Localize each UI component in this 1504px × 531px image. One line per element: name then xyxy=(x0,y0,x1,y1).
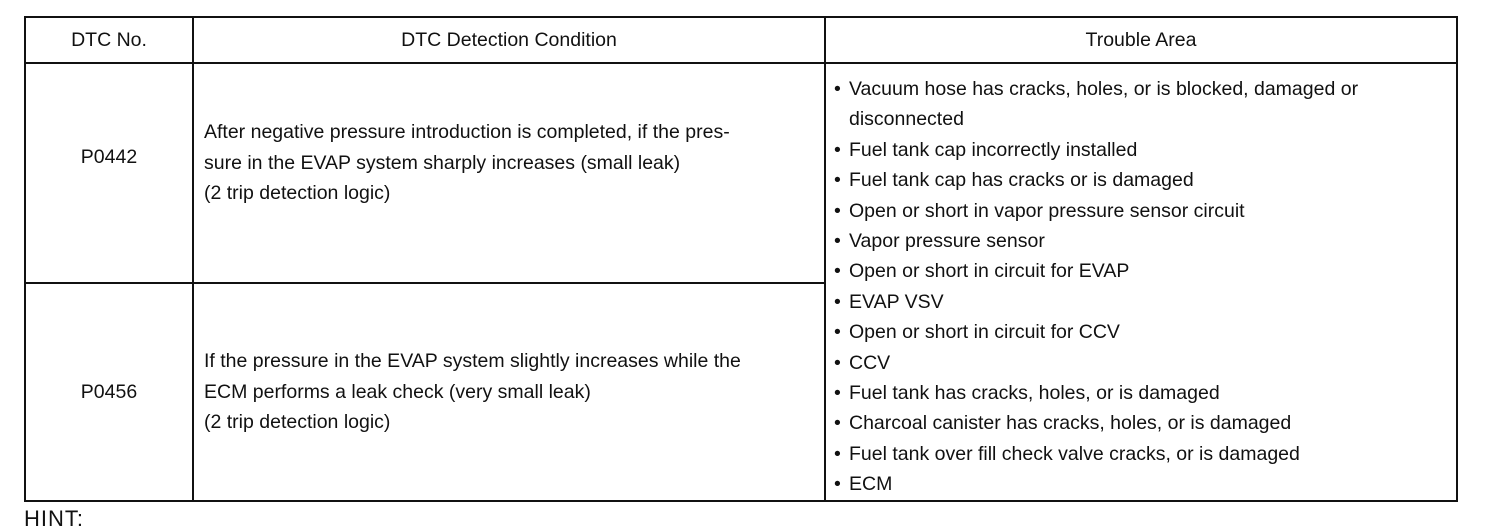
trouble-area-list xyxy=(834,74,1456,500)
list-item-text: EVAP VSV xyxy=(849,290,944,313)
list-item-text: Vapor pressure sensor xyxy=(849,230,1045,253)
list-item-text: Fuel tank over fill check valve cracks, or is damaged xyxy=(849,442,1300,465)
list-item xyxy=(834,287,1456,317)
bullet-icon: • xyxy=(834,138,841,161)
condition-line: (2 trip detection logic) xyxy=(204,411,391,434)
bullet-icon: • xyxy=(834,230,841,253)
list-item-text: Fuel tank has cracks, holes, or is damaged xyxy=(849,382,1220,405)
list-item xyxy=(834,469,1456,499)
header-detection-condition: DTC Detection Condition xyxy=(193,17,825,63)
hint-heading: HINT: xyxy=(24,506,84,531)
list-item xyxy=(834,74,1456,135)
list-item-text: ECM xyxy=(849,473,893,496)
bullet-icon: • xyxy=(834,78,841,100)
bullet-icon: • xyxy=(834,412,841,435)
list-item xyxy=(834,135,1456,165)
list-item-text: Fuel tank cap has cracks or is damaged xyxy=(849,169,1194,192)
trouble-area-cell xyxy=(825,63,1457,501)
bullet-icon: • xyxy=(834,351,841,374)
condition-line: (2 trip detection logic) xyxy=(204,182,391,205)
bullet-icon: • xyxy=(834,290,841,313)
bullet-icon: • xyxy=(834,382,841,405)
bullet-icon: • xyxy=(834,260,841,283)
bullet-icon: • xyxy=(834,473,841,496)
list-item xyxy=(834,378,1456,408)
detection-condition-p0456 xyxy=(193,283,825,501)
list-item xyxy=(834,439,1456,469)
list-item xyxy=(834,317,1456,347)
dtc-code-p0442: P0442 xyxy=(25,63,193,283)
list-item-text: Open or short in circuit for CCV xyxy=(849,321,1120,344)
list-item xyxy=(834,256,1456,286)
list-item-text: Open or short in vapor pressure sensor circuit xyxy=(849,199,1245,222)
table-row xyxy=(25,63,1457,283)
bullet-icon: • xyxy=(834,321,841,344)
list-item xyxy=(834,196,1456,226)
condition-line: ECM performs a leak check (very small leak) xyxy=(204,380,591,403)
list-item xyxy=(834,408,1456,438)
list-item xyxy=(834,165,1456,195)
list-item xyxy=(834,226,1456,256)
dtc-code-p0456: P0456 xyxy=(25,283,193,501)
bullet-icon: • xyxy=(834,199,841,222)
dtc-table xyxy=(24,16,1458,502)
header-dtc-no: DTC No. xyxy=(25,17,193,63)
header-trouble-area: Trouble Area xyxy=(825,17,1457,63)
condition-line: If the pressure in the EVAP system slightly increases while the xyxy=(204,350,741,373)
list-item xyxy=(834,348,1456,378)
condition-line: sure in the EVAP system sharply increases (small leak) xyxy=(204,151,681,174)
condition-line: After negative pressure introduction is completed, if the pres- xyxy=(204,121,730,144)
list-item-text: Vacuum hose has cracks, holes, or is blocked, damaged or disconnected xyxy=(849,78,1359,131)
list-item-text: Fuel tank cap incorrectly installed xyxy=(849,138,1138,161)
header-row xyxy=(25,17,1457,63)
list-item-text: Charcoal canister has cracks, holes, or is damaged xyxy=(849,412,1292,435)
detection-condition-p0442 xyxy=(193,63,825,283)
list-item-text: Open or short in circuit for EVAP xyxy=(849,260,1130,283)
bullet-icon: • xyxy=(834,442,841,465)
list-item-text: CCV xyxy=(849,351,891,374)
bullet-icon: • xyxy=(834,169,841,192)
